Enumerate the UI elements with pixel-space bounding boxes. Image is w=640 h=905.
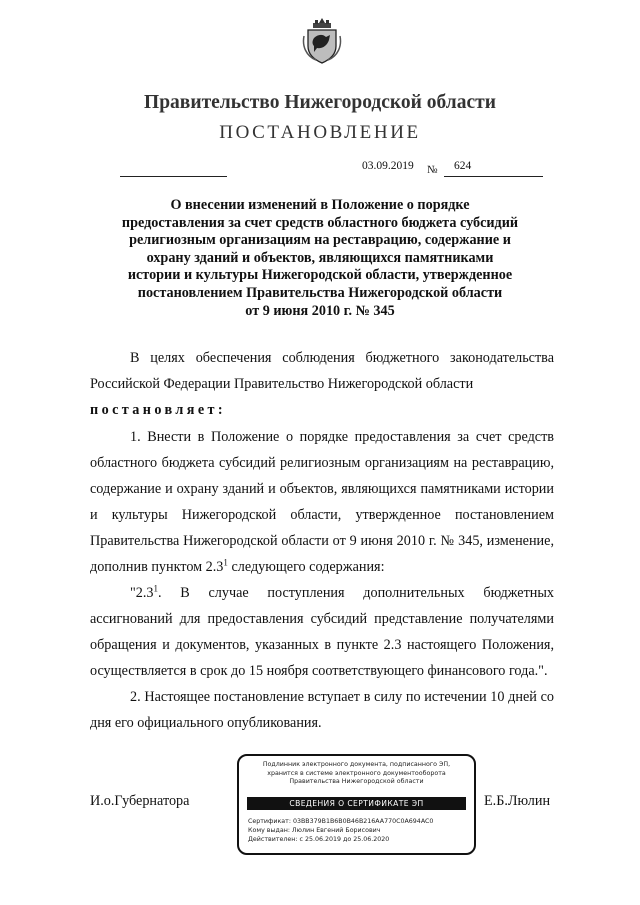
quote-superscript: 1 bbox=[153, 583, 159, 594]
government-name: Правительство Нижегородской области bbox=[144, 92, 496, 113]
intro-paragraph bbox=[90, 345, 554, 397]
signatory-name: Е.Б.Люлин bbox=[484, 793, 551, 809]
signatory-position: И.о.Губернатора bbox=[90, 793, 190, 809]
heading-line: религиозным организациям на реставрацию, содержание и bbox=[129, 232, 511, 249]
item-1-superscript: 1 bbox=[223, 557, 228, 568]
intro-text: В целях обеспечения соблюдения бюджетного законодательства Российской Федерации Правительство Нижегородской области bbox=[90, 350, 554, 392]
document-type: ПОСТАНОВЛЕНИЕ bbox=[219, 122, 421, 143]
item-2-paragraph bbox=[90, 684, 554, 736]
item-2-text: 2. Настоящее постановление вступает в силу по истечении 10 дней со дня его официального опубликования. bbox=[90, 689, 554, 731]
electronic-signature-stamp bbox=[237, 754, 476, 855]
quote-text-start: "2.3 bbox=[130, 585, 154, 601]
stamp-owner: Кому выдан: Люлин Евгений Борисович bbox=[248, 827, 381, 834]
heading-line: от 9 июня 2010 г. № 345 bbox=[245, 302, 395, 319]
stamp-note-line: Подлинник электронного документа, подписанного ЭП, bbox=[262, 761, 451, 768]
stamp-note-line: Правительства Нижегородской области bbox=[289, 778, 424, 786]
stamp-title: СВЕДЕНИЯ О СЕРТИФИКАТЕ ЭП bbox=[247, 797, 466, 810]
stamp-note-line: хранится в системе электронного документооборота bbox=[267, 769, 446, 777]
decree-word: постановляет: bbox=[90, 402, 227, 418]
stamp-note bbox=[243, 761, 470, 787]
stamp-details bbox=[248, 817, 433, 844]
document-heading bbox=[90, 197, 550, 320]
coat-of-arms-icon bbox=[302, 16, 342, 66]
date-line-left bbox=[120, 176, 227, 177]
document-number: 624 bbox=[454, 160, 472, 172]
item-1-paragraph bbox=[90, 424, 554, 580]
quote-text: . В случае поступления дополнительных бюджетных ассигнований для предоставления субсидий представление получателями обращения и документов, указанных в пункте 2.3 настоящего Положения, осуществляется в срок до 15 ноября соответствующего финансового года.". bbox=[90, 585, 554, 679]
number-sign: № bbox=[427, 164, 438, 176]
heading-line: постановлением Правительства Нижегородской области bbox=[137, 284, 503, 301]
quote-paragraph bbox=[90, 580, 554, 684]
document-date: 03.09.2019 bbox=[362, 160, 414, 172]
decree-paragraph bbox=[90, 397, 554, 423]
number-line bbox=[444, 176, 543, 177]
heading-line: истории и культуры Нижегородской области, утвержденное bbox=[127, 267, 513, 284]
heading-line: охрану зданий и объектов, являющихся памятниками bbox=[146, 249, 494, 266]
item-1-text: 1. Внести в Положение о порядке предоставления за счет средств областного бюджета субсидий религиозным организациям на реставрацию, содержание и охрану зданий и объектов, являющихся памятниками истории и культуры Нижегородской области, утвержденное постановлением Правительства Нижегородской области от 9 июня 2010 г. № 345, изменение, дополнив пунктом 2.3 bbox=[90, 429, 554, 575]
stamp-validity: Действителен: с 25.06.2019 до 25.06.2020 bbox=[248, 836, 390, 843]
heading-line: предоставления за счет средств областного бюджета субсидий bbox=[121, 214, 519, 231]
heading-line: О внесении изменений в Положение о порядке bbox=[170, 197, 470, 213]
item-1-text-end: следующего содержания: bbox=[227, 559, 385, 575]
stamp-certificate: Сертификат: 03BB379B1B6B0B46B216AA770C0A694AC0 bbox=[248, 818, 434, 825]
